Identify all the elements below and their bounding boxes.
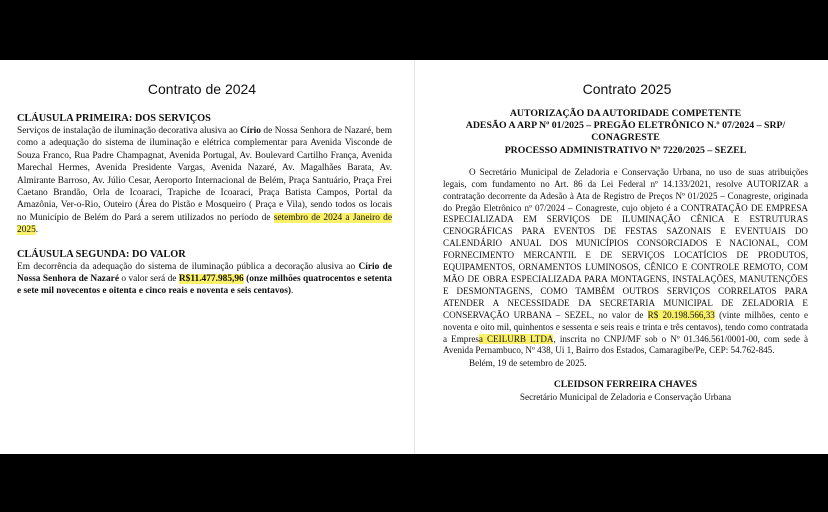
clause-one-end: . — [35, 225, 39, 236]
clause-one-heading: CLÁUSULA PRIMEIRA: DOS SERVIÇOS — [17, 113, 211, 124]
authorization-date: Belém, 19 de setembro de 2025. — [469, 358, 587, 369]
authorization-body-a: O Secretário Municipal de Zeladoria e Conservação Urbana, no uso de suas atribuições legais, com fundamento no Art. 86 da Lei Federal nº 14.133/2021, resolve AUTORIZAR a contratação decorrente da Adesão à Ata de Registro de Preços Nº 01/2025 – Conagreste, originada do Pregão Eletrônico nº 07/2024 – Conagreste, cujo objeto é a CONTRATAÇÃO DE EMPRESA ESPECIALIZADA EM SERVIÇOS DE ILUMINAÇÃO CÊNICA E ESTRUTURAS CENOGRÁFICAS PARA EVENTOS DE FESTAS SAZONAIS E EVENTUAIS DO CALENDÁRIO ANUAL DOS MUNICÍPIOS CONSORCIADOS E NACIONAL, COM FORNECIMENTO MERCANTIL E DE SERVIÇOS LOCATÍCIOS DE PRODUTOS, EQUIPAMENTOS, ORNAMENTOS LUMINOSOS, CÊNICO E CONTROLE REMOTO, COM MÃO DE OBRA ESPECIALIZADA PARA MONTAGENS, INSTALAÇÕES, MANUTENÇÕES E DESMONTAGENS, COMO TAMBÉM OUTROS SERVIÇOS CORRELATOS PARA ATENDER A NECESSIDADE DA SECRETARIA MUNICIPAL DE ZELADORIA E CONSERVAÇÃO URBANA – SEZEL, no valor de — [443, 166, 808, 320]
authorization-body — [443, 167, 808, 358]
header-line-2: ADESÃO A ARP Nº 01/2025 – PREGÃO ELETRÔNICO N.º 07/2024 – SRP/ — [465, 120, 786, 132]
clause-one-text-a: Serviços de instalação de iluminação decorativa alusiva ao — [17, 126, 241, 136]
header-line-4: PROCESSO ADMINISTRATIVO Nº 7220/2025 – SEZEL — [504, 144, 747, 156]
period-highlight: setembro de 2024 a Janeiro de 2025 — [17, 212, 392, 236]
signer-name: CLEIDSON FERREIRA CHAVES — [553, 379, 698, 391]
header-line-1: AUTORIZAÇÃO DA AUTORIDADE COMPETENTE — [509, 108, 742, 119]
document-panel — [0, 60, 828, 454]
value-2024-words: (onze milhões quatrocentos e setenta e sete mil novecentos e oitenta e cinco reais e noventa e seis centavos) — [17, 274, 392, 297]
clause-one-text-c: de Nossa Senhora de Nazaré, bem como a adequação do sistema de iluminação e elétrica complementar para Avenida Visconde de Souza Franco, Rua Padre Champagnat, Avenida Portugal, Av. Boulevard Cartilho França, Avenida Marechal Hermes, Avenida Presidente Vargas, Avenida Nazaré, Av. Magalhães Barata, Av. Almirante Barroso, Av. Júlio Cesar, Aeroporto Internacional de Belém, Praça Santuário, Praça Frei Caetano Brandão, Orla de Icoaraci, Trapiche de Icoaraci, Praça Batista Campos, Portal da Amazônia, Ver-o-Rio, Outeiro (Área do Pistão e Mosqueiro ( Praça e Vila), sendo todos os locais no Município de Belém do Pará a serem utilizados no período de — [17, 126, 392, 223]
clause-two-end: . — [290, 286, 294, 297]
contract-2024-column — [17, 60, 392, 298]
header-line-3: CONAGRESTE — [591, 132, 660, 144]
authorization-header — [443, 108, 808, 157]
contract-2025-column — [443, 60, 808, 403]
contract-2024-title: Contrato de 2024 — [147, 81, 257, 97]
clause-two-text-c: o valor será de — [118, 274, 179, 285]
clause-one-cirio: Círio — [240, 126, 261, 136]
signer-role: Secretário Municipal de Zeladoria e Conservação Urbana — [519, 392, 732, 403]
clause-two-heading: CLÁUSULA SEGUNDA: DO VALOR — [17, 248, 186, 260]
clause-two-cirio: Círio de Nossa Senhora de Nazaré — [17, 261, 392, 285]
company-highlight: a CEILURB LTDA — [478, 333, 554, 344]
clause-two-text-a: Em decorrência da adequação do sistema de iluminação pública a decoração alusiva ao — [17, 261, 359, 272]
clause-two-text — [17, 261, 392, 298]
value-2024-highlight: R$11.477.985,96 — [178, 274, 244, 285]
authorization-body-b: (vinte milhões, cento e noventa e oito mil, quinhentos e sessenta e seis reais e trinta e três centavos), tendo como contratada a Empres — [443, 309, 808, 344]
value-2025-highlight: R$ 20.198.566,33 — [647, 309, 715, 320]
column-divider — [414, 60, 415, 454]
clause-one-text — [17, 125, 392, 237]
authorization-body-c: , inscrita no CNPJ/MF sob o Nº 01.346.561/0001-00, com sede à Avenida Pernambuco, Nº 438, Ui 1, Bairro dos Estados, Camaragibe/Pe, CEP: 54.762-845. — [443, 333, 808, 356]
contract-2025-title: Contrato 2025 — [582, 81, 672, 97]
